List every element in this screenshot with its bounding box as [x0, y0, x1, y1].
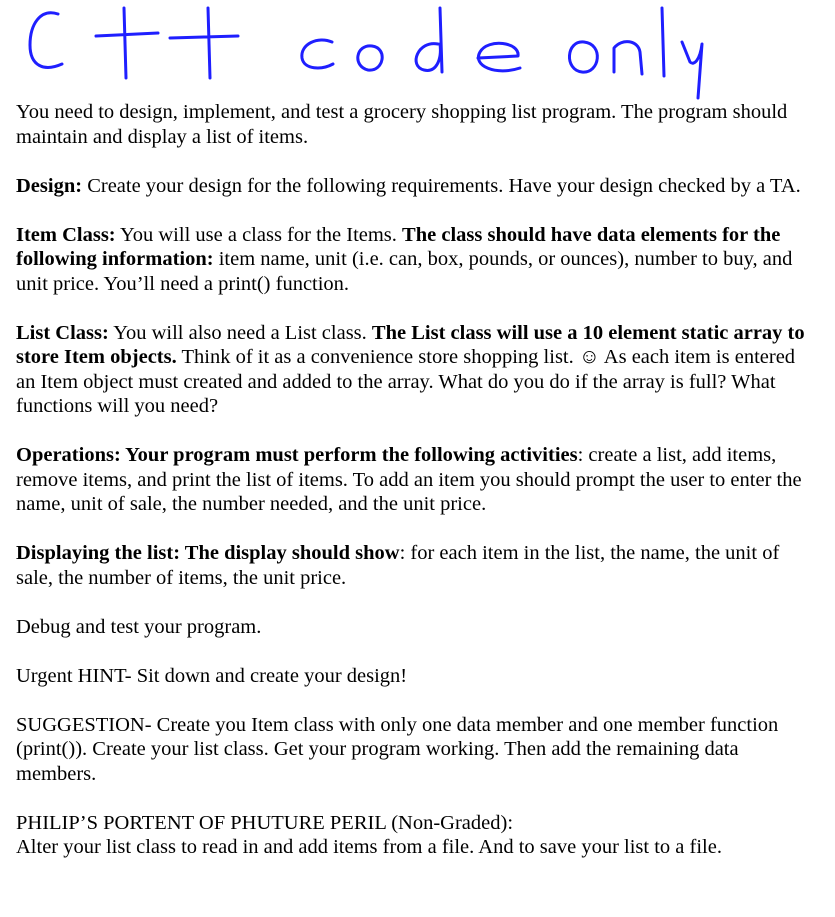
bonus-paragraph	[16, 811, 816, 860]
handwritten-letter-c	[30, 13, 62, 68]
item-class-paragraph	[16, 223, 816, 297]
handwritten-letter-y	[682, 42, 702, 98]
list-class-text-2: Think of it as a convenience store shopping list. ☺ As each item is entered an Item object must created and added to the array. What do you do if the array is full? What functions will you need?	[16, 346, 796, 417]
item-class-label: Item Class:	[16, 223, 116, 246]
hint-text: Urgent HINT- Sit down and create your design!	[16, 664, 408, 687]
list-class-text-1: You will also need a List class.	[108, 321, 372, 344]
handwritten-letter-d	[416, 8, 442, 72]
item-class-text-1: You will use a class for the Items.	[115, 223, 403, 246]
assignment-document	[16, 100, 816, 860]
bonus-text: Alter your list class to read in and add items from a file. And to save your list to a file.	[16, 836, 722, 858]
suggestion-text: SUGGESTION- Create you Item class with only one data member and one member function (print()). Create your list class. Get your program working. Then add the remaining data members.	[16, 713, 779, 785]
handwritten-note	[0, 0, 835, 100]
handwritten-letter-o	[358, 46, 382, 70]
operations-text: : create a list, add items, remove items, and print the list of items. To add an item you should prompt the user to enter the name, unit of sale, the number needed, and the unit price.	[16, 444, 802, 515]
item-class-text-2: item name, unit (i.e. can, box, pounds, or ounces), number to buy, and unit price. You’ll need a print() function.	[16, 248, 793, 295]
displaying-text: : for each item in the list, the name, the unit of sale, the number of items, the unit price.	[16, 542, 780, 589]
handwritten-plus-1	[96, 8, 158, 78]
design-paragraph	[16, 174, 816, 199]
handwritten-plus-2	[170, 8, 238, 78]
hint-paragraph	[16, 664, 816, 689]
design-label: Design:	[16, 174, 83, 197]
displaying-label: Displaying the list: The display should show	[16, 542, 400, 564]
handwritten-letter-l	[662, 8, 664, 76]
intro-text: You need to design, implement, and test a grocery shopping list program. The program should maintain and display a list of items.	[16, 101, 788, 148]
list-class-label: List Class:	[16, 321, 109, 344]
operations-paragraph	[16, 443, 816, 517]
debug-paragraph	[16, 615, 816, 640]
handwritten-letter-e	[478, 43, 520, 71]
handwritten-letter-n	[614, 42, 642, 74]
item-class-bold-text: The class should have data elements for the following information:	[16, 223, 781, 270]
list-class-paragraph	[16, 321, 816, 419]
suggestion-paragraph	[16, 713, 816, 787]
handwritten-letter-O	[569, 42, 597, 72]
design-text: Create your design for the following requirements. Have your design checked by a TA.	[82, 174, 801, 197]
handwritten-letter-c2	[302, 40, 333, 68]
operations-label: Operations: Your program must perform the following activities	[16, 444, 578, 466]
bonus-title: PHILIP’S PORTENT OF PHUTURE PERIL (Non-Graded):	[16, 811, 514, 834]
debug-text: Debug and test your program.	[16, 615, 262, 638]
displaying-paragraph	[16, 541, 816, 590]
intro-paragraph	[16, 100, 816, 149]
list-class-bold-text: The List class will use a 10 element static array to store Item objects.	[16, 321, 805, 368]
